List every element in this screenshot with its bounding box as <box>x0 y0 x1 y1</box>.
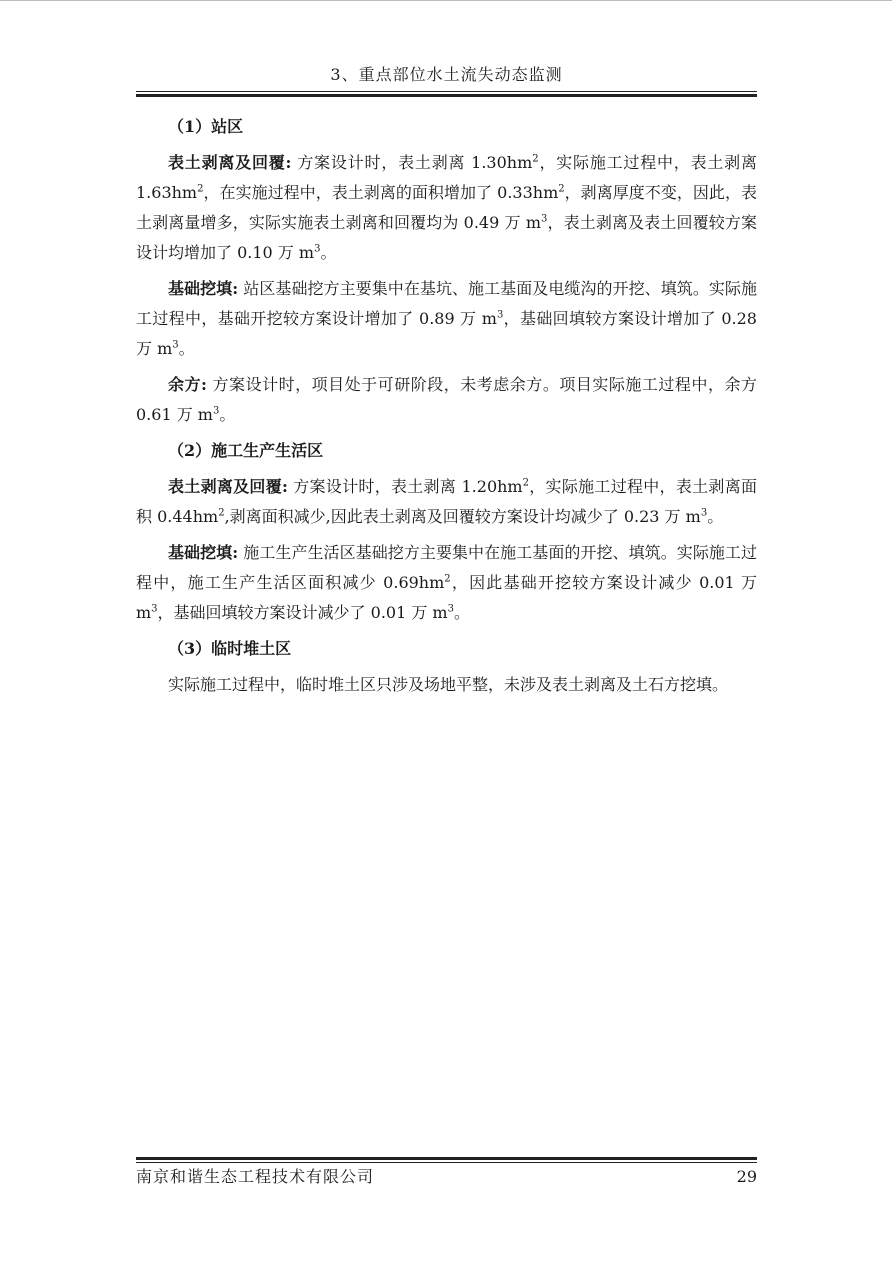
paragraph-lead: 基础挖填: <box>168 279 239 298</box>
section-heading-construction-area: （2）施工生产生活区 <box>168 441 324 460</box>
paragraph-lead: 余方: <box>168 375 207 394</box>
section-heading-temp-soil-area: （3）临时堆土区 <box>168 639 292 658</box>
footer-company: 南京和谐生态工程技术有限公司 <box>136 1167 375 1186</box>
header-title: 3、重点部位水土流失动态监测 <box>330 65 563 84</box>
paragraph-construction-foundation: 基础挖填: 施工生产生活区基础挖方主要集中在施工基面的开挖、填筑。实际施工过程中，施工生产生活区面积减少 $0.69hm^2$，因此基础开挖较方案设计减少 0.01 万 $m^3$，基础回填较方案设计减少了 0.01 万 $m^3$。 <box>136 543 757 622</box>
page-top-border <box>0 0 892 1</box>
page-number: 29 <box>736 1167 757 1186</box>
paragraph-station-foundation: 基础挖填: 站区基础挖方主要集中在基坑、施工基面及电缆沟的开挖、填筑。实际施工过程中，基础开挖较方案设计增加了 0.89 万 $m^3$，基础回填较方案设计增加了 0.28 万 $m^3$。 <box>136 279 757 358</box>
footer-rule <box>136 1157 757 1163</box>
paragraph-lead: 表土剥离及回覆: <box>168 477 288 496</box>
paragraph-construction-topsoil: 表土剥离及回覆: 方案设计时，表土剥离 $1.20hm^2$，实际施工过程中，表土剥离面积 $0.44hm^2$,剥离面积减少,因此表土剥离及回覆较方案设计均减少了 0.23 万 $m^3$。 <box>136 477 757 526</box>
paragraph-lead: 基础挖填: <box>168 543 239 562</box>
running-header <box>136 62 757 88</box>
paragraph-station-surplus: 余方: 方案设计时，项目处于可研阶段，未考虑余方。项目实际施工过程中，余方 0.61 万 $m^3$。 <box>136 375 757 424</box>
document-body <box>136 112 757 706</box>
paragraph-station-topsoil: 表土剥离及回覆: 方案设计时，表土剥离 $1.30hm^2$，实际施工过程中，表土剥离 $1.63hm^2$，在实施过程中，表土剥离的面积增加了 $0.33hm^2$，剥离厚度不变，因此，表土剥离量增多，实际实施表土剥离和回覆均为 0.49 万 $m^3$，表土剥离及表土回覆较方案设计均增加了 0.10 万 $m^3$。 <box>136 153 757 262</box>
header-rule <box>136 91 757 97</box>
paragraph-lead: 表土剥离及回覆: <box>168 153 292 172</box>
paragraph-temp-soil: 实际施工过程中，临时堆土区只涉及场地平整，未涉及表土剥离及土石方挖填。 <box>168 675 729 694</box>
section-heading-station: （1）站区 <box>168 117 244 136</box>
